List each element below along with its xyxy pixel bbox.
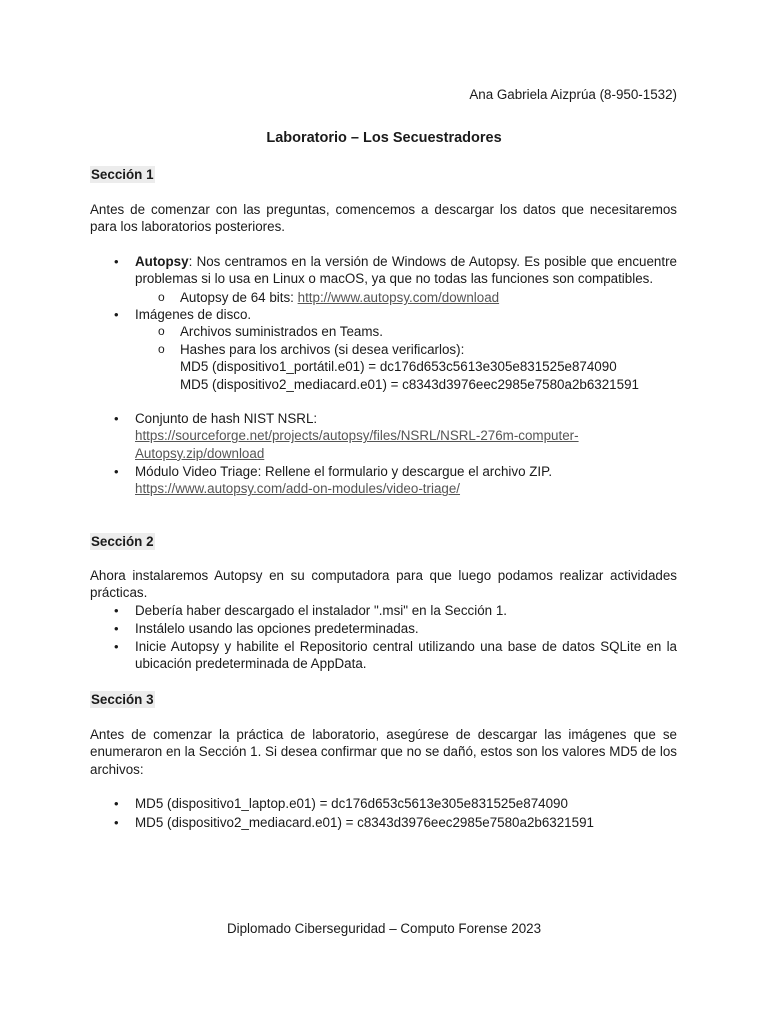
document-title: Laboratorio – Los Secuestradores [266,130,502,146]
bullet-glyph: • [114,639,119,654]
hashes-item [180,341,677,393]
autopsy-item [135,253,677,288]
video-triage-item [135,463,677,498]
hash-value-2: MD5 (dispositivo2_mediacard.e01) = c8343d3976eec2985e7580a2b6321591 [180,376,639,392]
install-step-3: Inicie Autopsy y habilite el Repositorio central utilizando una base de datos SQLite en la ubicación predeterminada de AppData. [135,639,677,672]
bullet-glyph: • [114,603,119,618]
bullet-glyph: • [114,464,119,479]
section-2-heading: Sección 2 [91,534,154,549]
disk-images-item: Imágenes de disco. [135,307,252,322]
autopsy64-item [180,289,677,306]
md5-laptop-item: MD5 (dispositivo1_laptop.e01) = dc176d653c5613e305e831525e874090 [135,796,568,811]
autopsy-label: Autopsy [135,254,189,269]
section-1-intro: Antes de comenzar con las preguntas, comencemos a descargar los datos que necesitaremos para los laboratorios posteriores. [90,202,677,235]
autopsy-description: : Nos centramos en la versión de Windows de Autopsy. Es posible que encuentre problemas si lo usa en Linux o macOS, ya que no todas las funciones son compatibles. [135,254,677,287]
author-name: Ana Gabriela Aizprúa (8-950-1532) [469,87,677,102]
section-3-intro: Antes de comenzar la práctica de laboratorio, asegúrese de descargar las imágenes que se enumeraron en la Sección 1. Si desea confirmar que no se dañó, estos son los valores MD5 de los archivos: [90,727,677,777]
sub-bullet-glyph: o [158,342,165,356]
video-triage-label: Módulo Video Triage: Rellene el formulario y descargue el archivo ZIP. [135,464,553,479]
install-step-2: Instálelo usando las opciones predeterminadas. [135,621,419,636]
sub-bullet-glyph: o [158,290,165,304]
nsrl-link[interactable] [135,427,677,462]
hashes-label: Hashes para los archivos (si desea verificarlos): [180,342,465,357]
bullet-glyph: • [114,411,119,426]
bullet-glyph: • [114,796,119,811]
nsrl-item [135,410,677,462]
nsrl-link-line-1: https://sourceforge.net/projects/autopsy/files/NSRL/NSRL-276m-computer- [135,428,579,444]
bullet-glyph: • [114,307,119,322]
sub-bullet-glyph: o [158,324,165,338]
section-3-heading: Sección 3 [91,692,154,707]
page-footer: Diplomado Ciberseguridad – Computo Forense 2023 [226,921,542,936]
files-teams-item: Archivos suministrados en Teams. [180,324,383,339]
nsrl-label: Conjunto de hash NIST NSRL: [135,411,318,426]
section-1-heading: Sección 1 [91,167,154,182]
video-triage-link[interactable]: https://www.autopsy.com/add-on-modules/video-triage/ [135,481,461,497]
hash-value-1: MD5 (dispositivo1_portátil.e01) = dc176d653c5613e305e831525e874090 [180,359,617,375]
autopsy64-label: Autopsy de 64 bits: [180,290,298,305]
bullet-glyph: • [114,254,119,269]
nsrl-link-line-2: Autopsy.zip/download [135,445,265,461]
autopsy-download-link[interactable]: http://www.autopsy.com/download [297,290,500,305]
bullet-glyph: • [114,815,119,830]
bullet-glyph: • [114,621,119,636]
md5-mediacard-item: MD5 (dispositivo2_mediacard.e01) = c8343d3976eec2985e7580a2b6321591 [135,815,594,830]
section-2-intro: Ahora instalaremos Autopsy en su computadora para que luego podamos realizar actividades prácticas. [90,568,677,601]
install-step-1: Debería haber descargado el instalador ".msi" en la Sección 1. [135,603,508,618]
